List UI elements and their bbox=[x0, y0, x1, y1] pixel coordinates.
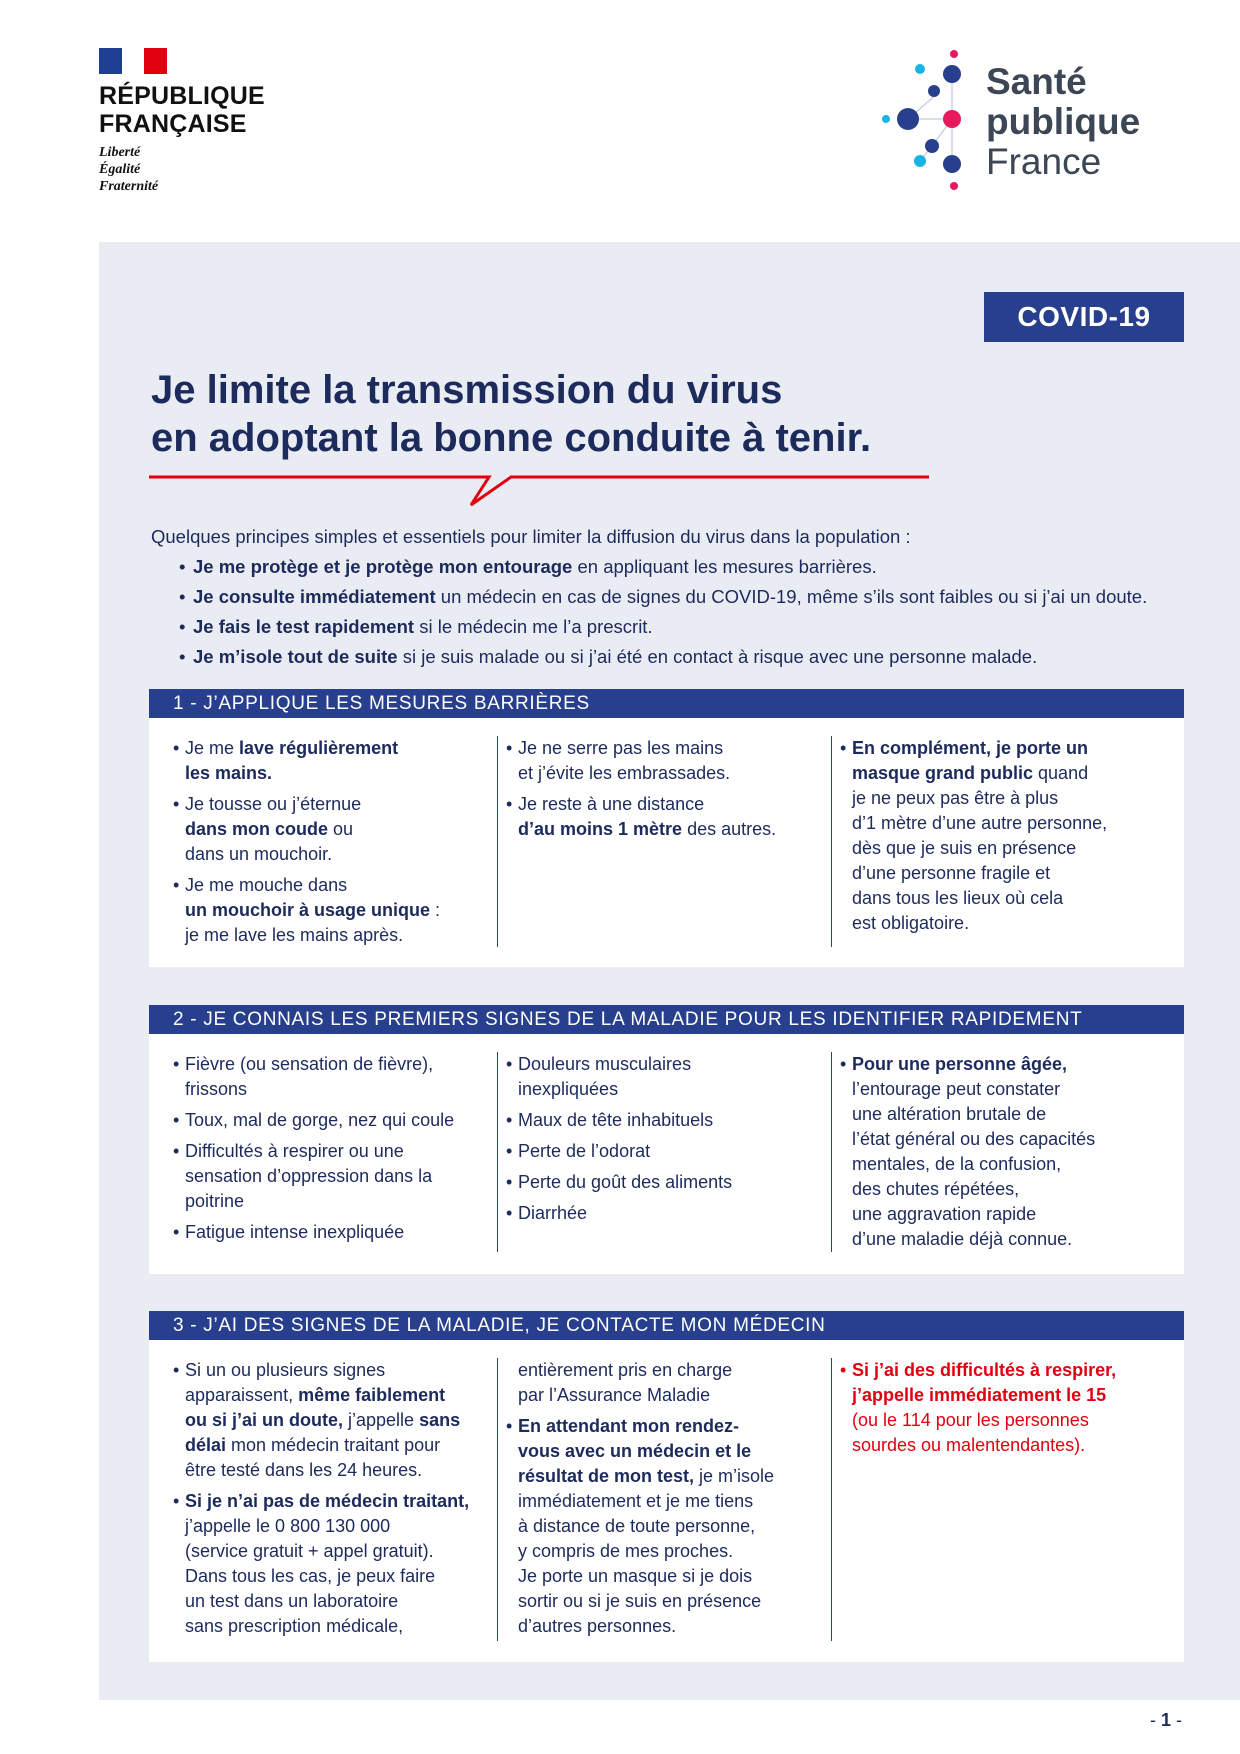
text: • Fièvre (ou sensation de fièvre), bbox=[185, 1054, 434, 1074]
text-bold: En complément, je porte un bbox=[852, 738, 1089, 758]
page-title bbox=[151, 366, 871, 462]
text: (ou le 114 pour les personnes bbox=[852, 1410, 1089, 1430]
spf-wordmark bbox=[986, 62, 1140, 182]
text: • Je ne serre pas les mains bbox=[518, 738, 724, 758]
bullet-bold: Je fais le test rapidement bbox=[193, 616, 415, 637]
text: dans un mouchoir. bbox=[185, 844, 333, 864]
title-line1: Je limite la transmission du virus bbox=[151, 368, 783, 412]
text-bold: Pour une personne âgée, bbox=[852, 1054, 1068, 1074]
motto-fraternite: Fraternité bbox=[99, 179, 159, 194]
column-3 bbox=[831, 736, 1170, 947]
text: sans prescription médicale, bbox=[185, 1616, 404, 1636]
intro-block bbox=[151, 522, 1231, 672]
text: • Perte de l’odorat bbox=[518, 1141, 651, 1161]
title-line2: en adoptant la bonne conduite à tenir. bbox=[151, 416, 872, 460]
page-suffix: - bbox=[1171, 1710, 1183, 1730]
text: d’1 mètre d’une autre personne, bbox=[852, 813, 1108, 833]
spf-line3: France bbox=[986, 141, 1102, 182]
text: sortir ou si je suis en présence bbox=[518, 1591, 762, 1611]
text: Je me bbox=[185, 738, 240, 758]
text: j’appelle bbox=[343, 1410, 420, 1430]
section-body bbox=[149, 1340, 1184, 1662]
text: des autres. bbox=[682, 819, 777, 839]
rf-name-line2: FRANÇAISE bbox=[99, 110, 247, 138]
section-barrier-measures bbox=[149, 689, 1184, 967]
list-item bbox=[173, 1139, 483, 1214]
bullet-rest: en appliquant les mesures barrières. bbox=[572, 556, 877, 577]
list-item-continued bbox=[506, 1358, 816, 1408]
list-item bbox=[506, 1170, 816, 1195]
list-item bbox=[506, 736, 816, 786]
text-bold: sans bbox=[419, 1410, 461, 1430]
covid-badge: COVID-19 bbox=[984, 292, 1184, 342]
list-item bbox=[179, 552, 1231, 582]
text: entièrement pris en charge bbox=[518, 1360, 733, 1380]
column-3 bbox=[831, 1052, 1170, 1252]
text: l’état général ou des capacités bbox=[852, 1129, 1096, 1149]
text-bold: même faiblement bbox=[298, 1385, 446, 1405]
list-item bbox=[173, 1220, 483, 1245]
text: mon médecin traitant pour bbox=[226, 1435, 441, 1455]
list-item bbox=[173, 873, 483, 948]
text: • Je tousse ou j’éternue bbox=[185, 794, 362, 814]
text: je ne peux pas être à plus bbox=[852, 788, 1059, 808]
text-bold: ou si j’ai un doute, bbox=[185, 1410, 344, 1430]
list-item bbox=[179, 642, 1231, 672]
spf-dots-icon bbox=[878, 48, 988, 198]
text: ou bbox=[328, 819, 354, 839]
speech-bubble-underline bbox=[149, 474, 929, 510]
content-panel bbox=[99, 242, 1240, 1700]
text: inexpliquées bbox=[518, 1079, 619, 1099]
bullet-bold: Je me protège et je protège mon entourage bbox=[193, 556, 573, 577]
text: frissons bbox=[185, 1079, 248, 1099]
text-bold: un mouchoir à usage unique bbox=[185, 900, 431, 920]
text: une altération brutale de bbox=[852, 1104, 1047, 1124]
list-item bbox=[506, 1108, 816, 1133]
text-bold: En attendant mon rendez- bbox=[518, 1416, 740, 1436]
text: • Douleurs musculaires bbox=[518, 1054, 692, 1074]
motto-egalite: Égalité bbox=[99, 162, 141, 177]
page-number-value: 1 bbox=[1161, 1710, 1172, 1730]
section-body bbox=[149, 1034, 1184, 1274]
list-item bbox=[173, 1358, 483, 1483]
list-item bbox=[173, 1489, 483, 1639]
list-item bbox=[506, 1052, 816, 1102]
text: à distance de toute personne, bbox=[518, 1516, 756, 1536]
page-number bbox=[1150, 1710, 1182, 1731]
column-1 bbox=[173, 736, 483, 954]
text: dans tous les lieux où cela bbox=[852, 888, 1064, 908]
spf-line1: Santé bbox=[986, 61, 1087, 102]
text: sourdes ou malentendantes). bbox=[852, 1435, 1086, 1455]
text-bold: résultat de mon test, bbox=[518, 1466, 695, 1486]
section-heading: 3 - J’AI DES SIGNES DE LA MALADIE, JE CONTACTE MON MÉDECIN bbox=[149, 1311, 1184, 1340]
motto-liberte: Liberté bbox=[99, 145, 141, 160]
bullet-bold: Je consulte immédiatement bbox=[193, 586, 436, 607]
sante-publique-france-logo bbox=[878, 48, 1148, 198]
column-2 bbox=[497, 1358, 816, 1641]
text: et j’évite les embrassades. bbox=[518, 763, 731, 783]
list-item bbox=[173, 1108, 483, 1133]
text: • Difficultés à respirer ou une bbox=[185, 1141, 404, 1161]
text: • Toux, mal de gorge, nez qui coule bbox=[185, 1110, 455, 1130]
column-1 bbox=[173, 1358, 483, 1645]
list-item bbox=[506, 1414, 816, 1639]
section-contact-doctor bbox=[149, 1311, 1184, 1662]
text: apparaissent, bbox=[185, 1385, 299, 1405]
text: immédiatement et je me tiens bbox=[518, 1491, 754, 1511]
text: • Maux de tête inhabituels bbox=[518, 1110, 714, 1130]
text-bold: Si je n’ai pas de médecin traitant, bbox=[185, 1491, 470, 1511]
bullet-rest: si le médecin me l’a prescrit. bbox=[414, 616, 653, 637]
text: • Je reste à une distance bbox=[518, 794, 705, 814]
text: • Diarrhée bbox=[518, 1203, 588, 1223]
list-item bbox=[173, 736, 483, 786]
emergency-item bbox=[840, 1358, 1170, 1458]
column-3 bbox=[831, 1358, 1170, 1641]
text: des chutes répétées, bbox=[852, 1179, 1020, 1199]
list-item bbox=[506, 792, 816, 842]
rf-name-line1: RÉPUBLIQUE bbox=[99, 82, 265, 110]
text: Je porte un masque si je dois bbox=[518, 1566, 753, 1586]
rf-motto bbox=[99, 144, 299, 195]
text-bold: les mains. bbox=[185, 763, 273, 783]
section-heading: 2 - JE CONNAIS LES PREMIERS SIGNES DE LA MALADIE POUR LES IDENTIFIER RAPIDEMENT bbox=[149, 1005, 1184, 1034]
text-bold: d’au moins 1 mètre bbox=[518, 819, 683, 839]
bullet-rest: si je suis malade ou si j’ai été en contact à risque avec une personne malade. bbox=[397, 646, 1038, 667]
text: • Perte du goût des aliments bbox=[518, 1172, 733, 1192]
intro-text: Quelques principes simples et essentiels pour limiter la diffusion du virus dans la population : bbox=[151, 526, 911, 547]
text: par l’Assurance Maladie bbox=[518, 1385, 711, 1405]
intro-list bbox=[151, 552, 1231, 672]
text: un test dans un laboratoire bbox=[185, 1591, 399, 1611]
text: • Si un ou plusieurs signes bbox=[185, 1360, 386, 1380]
text-bold: dans mon coude bbox=[185, 819, 329, 839]
text-bold: j’appelle immédiatement le 15 bbox=[852, 1385, 1107, 1405]
section-first-signs bbox=[149, 1005, 1184, 1274]
text: y compris de mes proches. bbox=[518, 1541, 734, 1561]
phone-number-text: j’appelle le 0 800 130 000 bbox=[185, 1516, 391, 1536]
text-bold: masque grand public bbox=[852, 763, 1034, 783]
bullet-rest: un médecin en cas de signes du COVID-19, même s’ils sont faibles ou si j’ai un doute. bbox=[435, 586, 1148, 607]
republique-francaise-logo bbox=[99, 48, 299, 198]
list-item bbox=[840, 1052, 1170, 1252]
text: sensation d’oppression dans la bbox=[185, 1166, 433, 1186]
text: quand bbox=[1033, 763, 1089, 783]
text: (service gratuit + appel gratuit). bbox=[185, 1541, 434, 1561]
list-item bbox=[840, 736, 1170, 936]
text: Dans tous les cas, je peux faire bbox=[185, 1566, 436, 1586]
column-1 bbox=[173, 1052, 483, 1251]
text: d’une personne fragile et bbox=[852, 863, 1051, 883]
text: • Fatigue intense inexpliquée bbox=[185, 1222, 405, 1242]
section-body bbox=[149, 718, 1184, 967]
text: d’une maladie déjà connue. bbox=[852, 1229, 1073, 1249]
list-item bbox=[179, 612, 1231, 642]
text: je me lave les mains après. bbox=[185, 925, 404, 945]
bullet-bold: Je m’isole tout de suite bbox=[193, 646, 398, 667]
text-bold: vous avec un médecin et le bbox=[518, 1441, 752, 1461]
text: poitrine bbox=[185, 1191, 245, 1211]
spf-line2: publique bbox=[986, 101, 1141, 142]
text: d’autres personnes. bbox=[518, 1616, 677, 1636]
list-item bbox=[179, 582, 1231, 612]
list-item bbox=[173, 792, 483, 867]
text: est obligatoire. bbox=[852, 913, 970, 933]
text: dès que je suis en présence bbox=[852, 838, 1077, 858]
text: mentales, de la confusion, bbox=[852, 1154, 1062, 1174]
rf-name bbox=[99, 82, 299, 138]
text: une aggravation rapide bbox=[852, 1204, 1037, 1224]
list-item bbox=[173, 1052, 483, 1102]
text: être testé dans les 24 heures. bbox=[185, 1460, 423, 1480]
text: • Je me mouche dans bbox=[185, 875, 348, 895]
page-prefix: - bbox=[1150, 1710, 1161, 1730]
text-bold: lave régulièrement bbox=[239, 738, 399, 758]
text: l’entourage peut constater bbox=[852, 1079, 1061, 1099]
text-bold: délai bbox=[185, 1435, 227, 1455]
text-bold: Si j’ai des difficultés à respirer, bbox=[852, 1360, 1117, 1380]
text: je m’isole bbox=[694, 1466, 775, 1486]
text: : bbox=[430, 900, 441, 920]
column-2 bbox=[497, 1052, 816, 1252]
french-flag-icon bbox=[99, 48, 167, 74]
list-item bbox=[506, 1139, 816, 1164]
section-heading: 1 - J’APPLIQUE LES MESURES BARRIÈRES bbox=[149, 689, 1184, 718]
list-item bbox=[506, 1201, 816, 1226]
column-2 bbox=[497, 736, 816, 947]
